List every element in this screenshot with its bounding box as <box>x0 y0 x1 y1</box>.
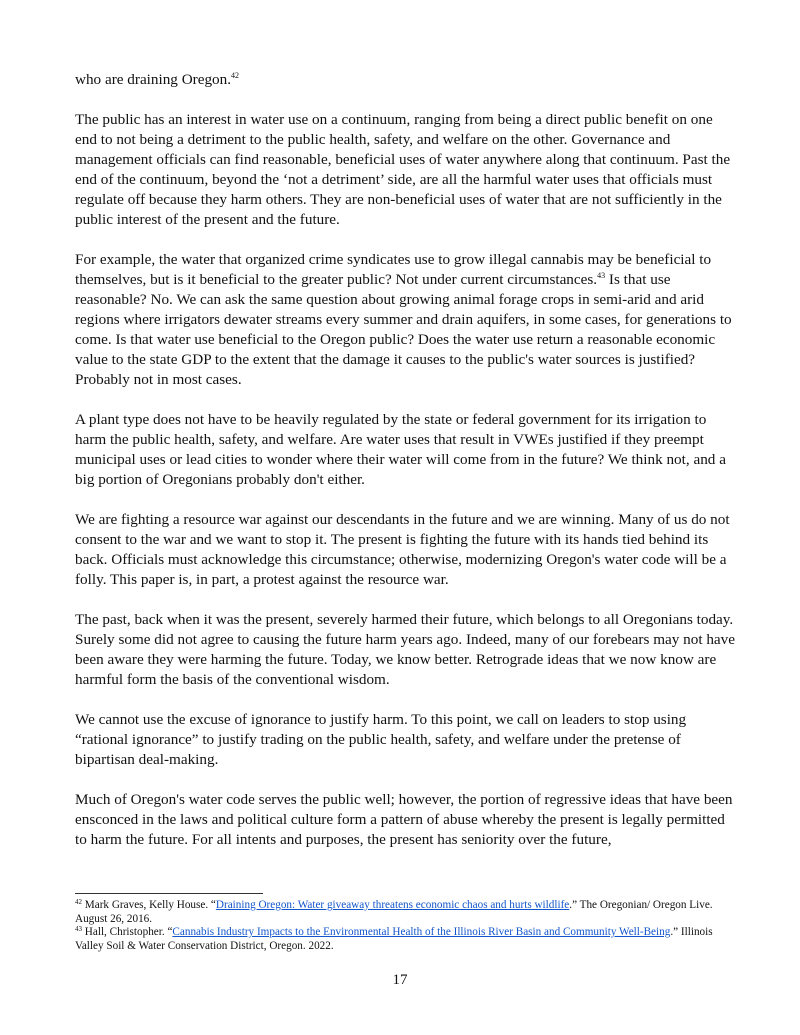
footnote-43 <box>75 926 735 953</box>
paragraph-8: Much of Oregon's water code serves the public well; however, the portion of regressive ideas that have been ensconced in the laws and political culture form a pattern of abuse whereby the present is legally permitted to harm the future. For all intents and purposes, the present has seniority over the future, <box>75 791 733 848</box>
paragraph-4: A plant type does not have to be heavily regulated by the state or federal government for its irrigation to harm the public health, safety, and welfare. Are water uses that result in VWEs justified if they preempt municipal uses or lead cities to wonder where their water will come from in the future? We think not, and a big portion of Oregonians probably don't either. <box>75 411 726 488</box>
paragraph-5: We are fighting a resource war against our descendants in the future and we are winning. Many of us do not consent to the war and we want to stop it. The present is fighting the future with its hands tied behind its back. Officials must acknowledge this circumstance; otherwise, modernizing Oregon's water code will be a folly. This paper is, in part, a protest against the resource war. <box>75 511 730 588</box>
footnote-link-cannabis-impacts[interactable]: Cannabis Industry Impacts to the Environmental Health of the Illinois River Basin and Community Well-Being <box>172 926 671 938</box>
footnote-text: Hall, Christopher. “ <box>82 926 173 938</box>
footnote-number: 43 <box>75 925 82 933</box>
page-number: 17 <box>392 972 408 988</box>
footnote-text: .” Illinois Valley Soil & Water Conservation District, Oregon. 2022. <box>75 926 713 952</box>
footnote-link-draining-oregon[interactable]: Draining Oregon: Water giveaway threatens economic chaos and hurts wildlife <box>215 899 570 911</box>
footnote-number: 42 <box>75 898 82 906</box>
footnote-ref-43[interactable]: 43 <box>597 271 606 280</box>
paragraph-text: Is that use reasonable? No. We can ask the same question about growing animal forage crops in semi-arid and arid regions where irrigators dewater streams every summer and drain aquifers, in some cases, for generations to come. Is that water use beneficial to the Oregon public? Does the water use return a reasonable economic value to the state GDP to the extent that the damage it causes to the public's water sources is justified? Probably not in most cases. <box>75 271 732 388</box>
footnote-ref-42[interactable]: 42 <box>231 71 240 80</box>
footnote-42 <box>75 899 735 926</box>
paragraph-text: who are draining Oregon. <box>75 71 232 88</box>
paragraph-6: The past, back when it was the present, severely harmed their future, which belongs to all Oregonians today. Surely some did not agree to causing the future harm years ago. Indeed, many of our forebears may not have been aware they were harming the future. Today, we know better. Retrograde ideas that we now know are harmful form the basis of the conventional wisdom. <box>75 611 736 688</box>
paragraph-text: For example, the water that organized crime syndicates use to grow illegal cannabis may be beneficial to themselves, but is it beneficial to the greater public? Not under current circumstances. <box>75 251 712 288</box>
footnotes <box>75 899 735 953</box>
footnote-text: .” The Oregonian/ Oregon Live. August 26, 2016. <box>75 899 713 925</box>
footnote-text: Mark Graves, Kelly House. “ <box>82 899 216 911</box>
paragraph-7: We cannot use the excuse of ignorance to justify harm. To this point, we call on leaders to stop using “rational ignorance” to justify trading on the public health, safety, and welfare under the pretense of bipartisan deal-making. <box>75 711 687 768</box>
paragraph-1 <box>75 70 735 90</box>
paragraph-2: The public has an interest in water use on a continuum, ranging from being a direct public benefit on one end to not being a detriment to the public health, safety, and welfare on the other. Governance and management officials can find reasonable, beneficial uses of water anywhere along that continuum. Past the end of the continuum, beyond the ‘not a detriment’ side, are all the harmful water uses that officials must regulate off because they harm others. They are non-beneficial uses of water that are not sufficiently in the public interest of the present and the future. <box>75 111 731 228</box>
footnote-divider <box>75 893 263 894</box>
paragraph-3 <box>75 250 735 390</box>
document-body <box>75 70 735 870</box>
